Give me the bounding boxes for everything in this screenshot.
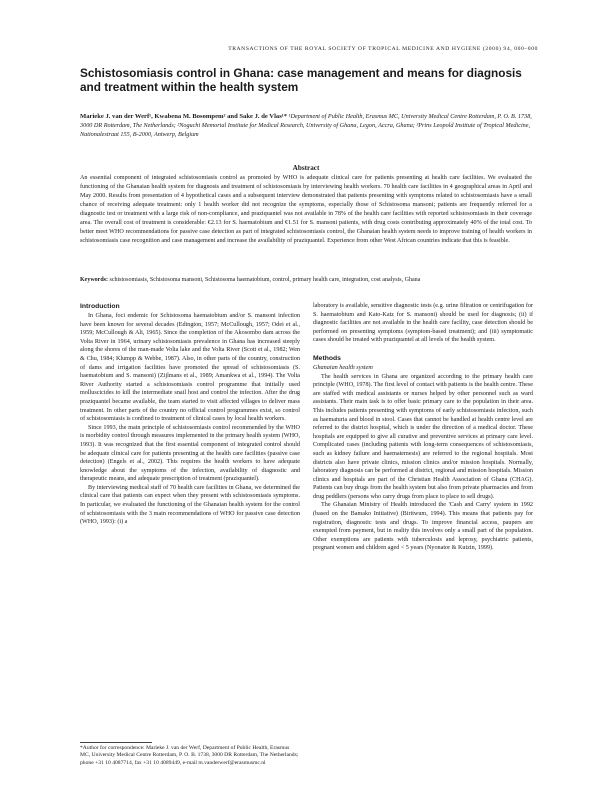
introduction-heading: Introduction <box>80 303 120 310</box>
running-head: TRANSACTIONS OF THE ROYAL SOCIETY OF TROPICAL MEDICINE AND HYGIENE (2000) 94, 000–000 <box>228 46 538 52</box>
correspondence-footnote: *Author for correspondence: Marieke J. van der Werf, Department of Public Health, Erasmus MC, University Medical Centre Rotterdam, P. O. B. 1738, 3000 DR Rotterdam, The Netherlands; phone +31 10 4087714, fax +31 10 4089449, e-mail m.vanderwerf@erasmusmc.nl <box>80 745 299 766</box>
intro-paragraph-continued: laboratory is available, sensitive diagnostic tests (e.g. urine filtration or centrifugation for S. haematobium and Kato-Katz for S. mansoni) should be used for diagnosis; (ii) if diagnostic facilities are not available in the health care facility, case detection should be performed on presenting symptoms (symptom-based treatment); and (iii) symptomatic cases should be treated with praziquantel at all levels of the health system. <box>313 303 533 344</box>
keywords <box>80 276 532 285</box>
article-title: Schistosomiasis control in Ghana: case management and means for diagnosis and treatment within the health system <box>80 66 522 94</box>
abstract-text: An essential component of integrated schistosomiasis control as promoted by WHO is adequate clinical care for patients presenting at health care facilities. We evaluated the functioning of the Ghanaian health system for diagnosis and treatment of schistosomiasis by interviewing health workers. 70 health care facilities in 4 geographical areas in April and May 2000. Results from presentation of 4 hypothetical cases and a subsequent interview demonstrated that patients presenting with symptoms related to schistosomiasis have a small chance of receiving adequate treatment: only 1 health worker did not recognize the symptoms, especially those of Schistosoma mansoni; patients are frequently referred for a diagnostic test or treatment with a large risk of non-compliance, and praziquantel was not available in 78% of the health care facilities with reported schistosomiasis in their coverage area. The overall cost of treatment is considerable: €2.13 for S. haematobium and €1.51 for S. mansoni patients, with drug costs contributing approximately 40% of the total cost. To better meet WHO recommendations for passive case detection as part of integrated schistosomiasis control, the Ghanaian health system needs to improve training of health workers in schistosomiasis case recognition and case management and increase the availability of praziquantel. Experience from other West African countries indicate that this is feasible. <box>80 175 532 244</box>
keywords-text: schistosomiasis, Schistosoma mansoni, Schistosoma haematobium, control, primary health care, integration, cost analysis, Ghana <box>109 277 421 283</box>
keywords-label: Keywords: <box>80 277 108 283</box>
author-names: Marieke J. van der Werf¹, Kwabena M. Bosompem² and Sake J. de Vlas¹* <box>80 113 288 120</box>
left-column <box>80 302 300 527</box>
intro-paragraph: Since 1993, the main principle of schistosomiasis control recommended by the WHO is morbidity control through measures implemented in the primary health system (WHO, 1993). It was recognized that the first essential component of integrated control should be adequate clinical care for patients presenting at the health care facilities (passive case detection) (Engels et al., 2002). This requires the health workers to have adequate knowledge about the symptoms of the infection, availability of diagnostic and therapeutic means, and adequate prescription of treatment (praziquantel). <box>80 424 300 483</box>
author-block <box>80 112 532 139</box>
methods-subheading: Ghanaian health system <box>313 363 373 371</box>
author-affiliations: ¹Department of Public Health, Erasmus MC, University Medical Centre Rotterdam, P. O. B. 1738, 3000 DR Rotterdam, The Netherlands; ²Noguchi Memorial Institute for Medical Research, University of Ghana, Legon, Accra, Ghana; ³Prins Leopold Institute of Tropical Medicine, Nationalestraat 155, B-2000, Antwerp, Belgium <box>80 113 532 138</box>
intro-paragraph: By interviewing medical staff of 70 health care facilities in Ghana, we determined the clinical care that patients can expect when they present with schistosomiasis symptoms. In particular, we evaluated the functioning of the Ghanaian health system for the control of schistosomiasis with the 3 main recommendations of WHO for passive case detection (WHO, 1993): (i) a <box>80 484 300 526</box>
footnote-divider <box>80 742 152 743</box>
methods-paragraph: The health services in Ghana are organized according to the primary health care principle (WHO, 1978). The first level of contact with patients is the health centre. These are staffed with medical assistants or nurses helped by other personnel such as ward assistants. Their main task is to offer basic primary care to the population in their area. This includes patients presenting with symptoms of early schistosomiasis infection, such as haematuria and blood in stool. Cases that cannot be handled at health centre level are referred to the district hospital, which is under the direction of a medical doctor. These hospitals are equipped to give all curative and preventive services at primary care level. Complicated cases (including patients with long-term consequences of schistosomiasis, such as kidney failure and haematemesis) are referred to the regional hospitals. Most districts also have private clinics, mission clinics and/or mission hospitals. Normally, laboratory diagnosis can be performed at district, regional and mission hospitals. Mission clinics and hospitals are part of the Christian Health Association of Ghana (CHAG). Patients can buy drugs from the health system but also from private pharmacies and from drug peddlers (persons who carry drugs from place to place to sell drugs). <box>313 373 533 500</box>
methods-paragraph: The Ghanaian Ministry of Health introduced the 'Cash and Carry' system in 1992 (based on the Bamako Initiative) (Biritwum, 1994). This means that patients pay for registration, diagnostic tests and drugs. To improve financial access, paupers are exempted from payment, but in reality this involves only a small part of the population. Other exemptions are patients with tuberculosis and leprosy, psychiatric patients, pregnant women and children aged < 5 years (Nyonator & Kutzin, 1999). <box>313 502 533 552</box>
abstract-heading: Abstract <box>292 164 320 172</box>
methods-heading: Methods <box>313 354 341 362</box>
intro-paragraph: In Ghana, foci endemic for Schistosoma haematobium and/or S. mansoni infection have been known for several decades (Edington, 1957; McCullough, 1957; Odei et al., 1959; McCullough & Ali, 1965). Since the completion of the Akosombo dam across the Volta River in 1964, urinary schistosomiasis prevalence in Ghana has increased steeply along the shores of the man-made Volta lake and the Volta River (Scott et al., 1982; Wen & Chu, 1984; Klumpp & Webbe, 1987). Also, in other parts of the country, construction of dams and irrigation facilities have promoted the spread of schistosomiasis (S. haematobium and S. mansoni) (Zijlmans et al., 1989; Amankwa et al., 1994). The Volta River Authority started a schistosomiasis control programme that initially used molluscicides to kill the intermediate snail host and control the infection. After the drug praziquantel became available, the team started to visit affected villages to deliver mass treatment. In other parts of the country no official control programmes exist, so control of schistosomiasis is confined to treatment of clinical cases by local health workers. <box>80 313 300 423</box>
right-column <box>313 302 533 553</box>
